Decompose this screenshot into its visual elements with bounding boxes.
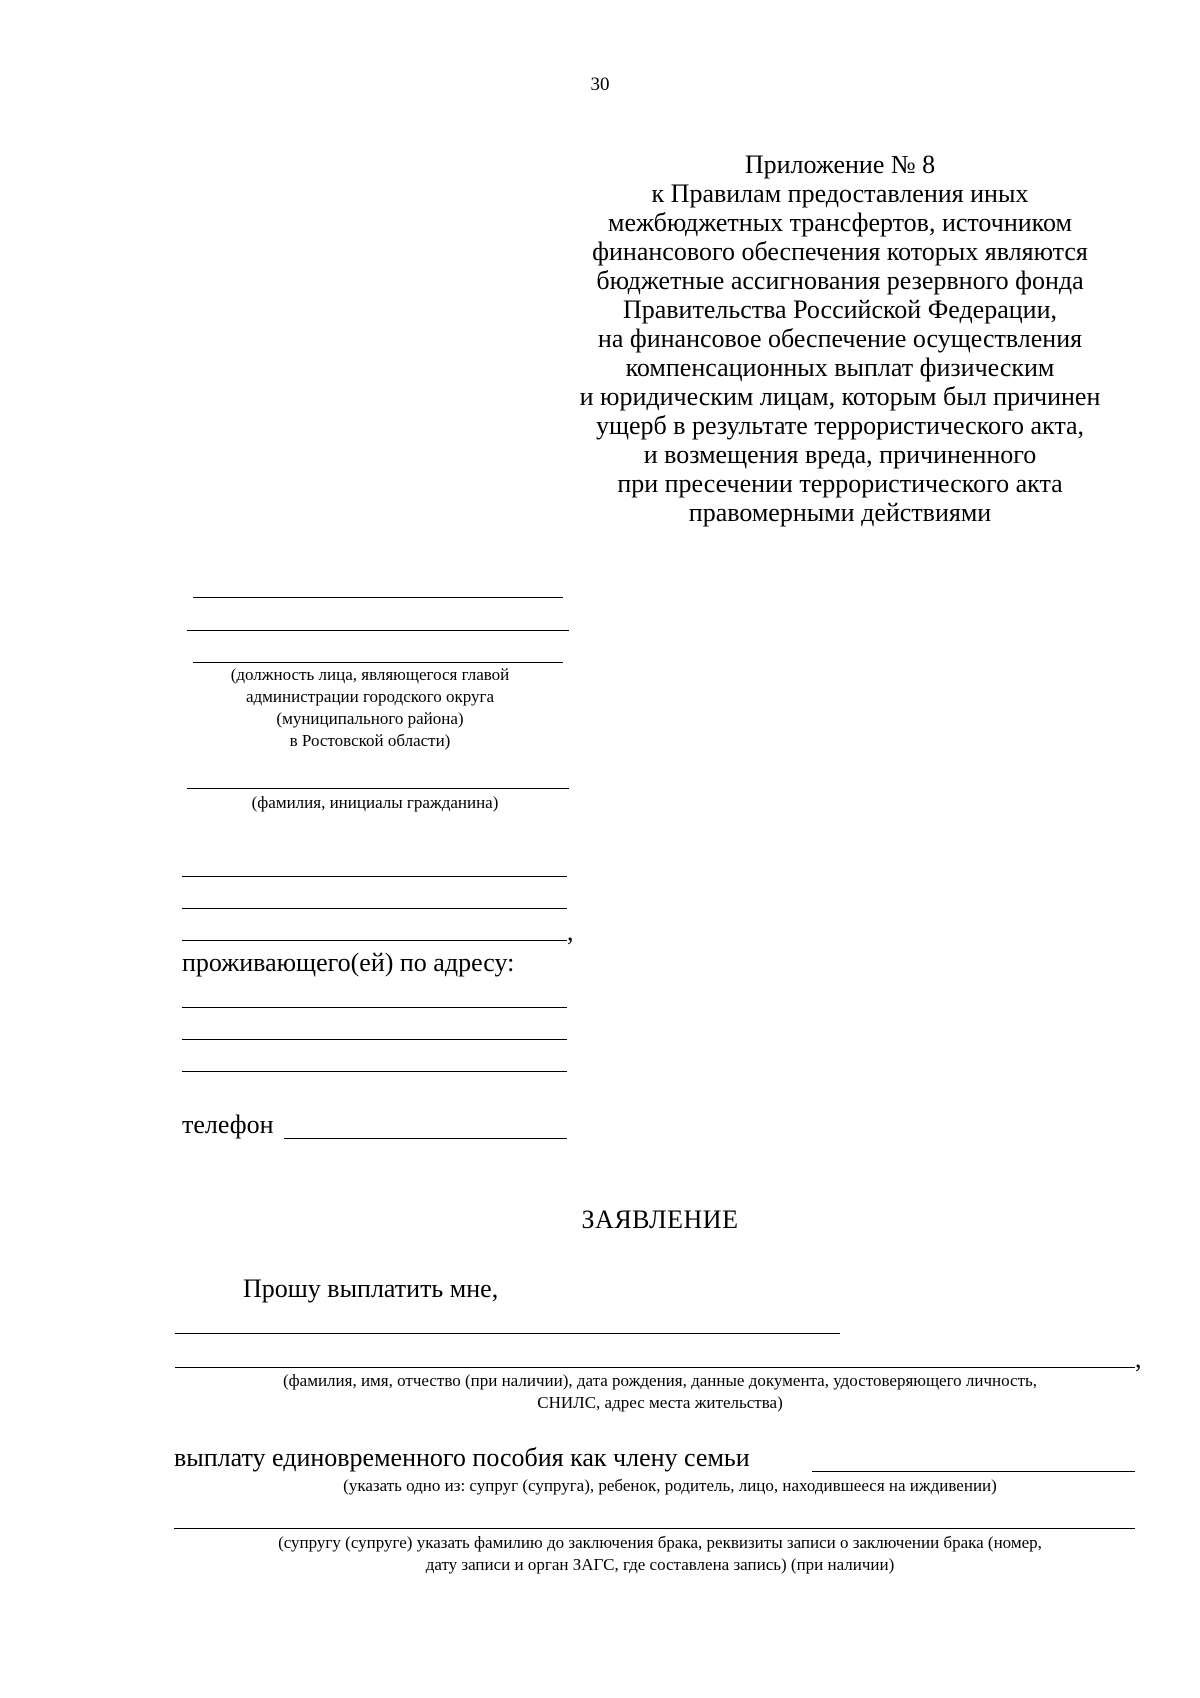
position-line-1[interactable]: [193, 597, 563, 598]
appendix-line: межбюджетных трансфертов, источником: [608, 208, 1072, 237]
caption-line: (супругу (супруге) указать фамилию до заключения брака, реквизиты записи о заключении брака (номер,: [278, 1533, 1042, 1552]
appendix-line: и возмещения вреда, причиненного: [643, 440, 1037, 469]
appendix-line: Правительства Российской Федерации,: [622, 295, 1058, 324]
position-line-2[interactable]: [187, 630, 569, 631]
appendix-line: и юридическим лицам, которым был причинен: [579, 382, 1101, 411]
phone-line[interactable]: [284, 1138, 567, 1139]
appendix-header: [540, 150, 1140, 527]
request-line-1[interactable]: [175, 1333, 840, 1334]
appendix-line: при пресечении террористического акта: [617, 469, 1063, 498]
applicant-comma: ,: [567, 917, 574, 946]
caption-line: дату записи и орган ЗАГС, где составлена запись) (при наличии): [425, 1555, 895, 1574]
request-line-2[interactable]: [175, 1367, 1135, 1368]
appendix-line: ущерб в результате террористического акта,: [595, 411, 1085, 440]
appendix-line: правомерными действиями: [688, 498, 992, 527]
payment-label: выплату единовременного пособия как члену семьи: [174, 1443, 750, 1472]
appendix-line: компенсационных выплат физическим: [625, 353, 1055, 382]
position-line-3[interactable]: [193, 662, 563, 663]
caption-line: администрации городского округа: [245, 687, 495, 706]
residence-label: проживающего(ей) по адресу:: [182, 948, 515, 977]
request-comma: ,: [1135, 1344, 1142, 1373]
applicant-line-3[interactable]: [182, 940, 567, 941]
appendix-line: на финансовое обеспечение осуществления: [597, 324, 1083, 353]
page-number: 30: [590, 74, 610, 95]
marriage-line[interactable]: [174, 1528, 1135, 1529]
request-text: Прошу выплатить мне,: [243, 1274, 499, 1303]
statement-title: ЗАЯВЛЕНИЕ: [581, 1205, 739, 1234]
relation-line[interactable]: [812, 1471, 1135, 1472]
address-line-2[interactable]: [182, 1039, 567, 1040]
citizen-name-caption: (фамилия, инициалы гражданина): [251, 793, 499, 812]
appendix-line: финансового обеспечения которых являются: [592, 237, 1088, 266]
caption-line: (должность лица, являющегося главой: [230, 665, 510, 684]
caption-line: в Ростовской области): [289, 731, 451, 750]
appendix-line: к Правилам предоставления иных: [651, 179, 1029, 208]
marriage-caption: [150, 1532, 1170, 1576]
relation-caption: (указать одно из: супруг (супруга), ребенок, родитель, лицо, находившееся на иждивении): [343, 1476, 997, 1495]
appendix-line: Приложение № 8: [744, 150, 936, 179]
caption-line: (муниципального района): [276, 709, 464, 728]
caption-line: (фамилия, имя, отчество (при наличии), дата рождения, данные документа, удостоверяющего личность,: [282, 1371, 1038, 1390]
address-line-1[interactable]: [182, 1007, 567, 1008]
person-caption: [160, 1370, 1160, 1414]
phone-label: телефон: [182, 1110, 274, 1139]
applicant-line-2[interactable]: [182, 908, 567, 909]
position-caption: [175, 664, 565, 752]
applicant-line-1[interactable]: [182, 876, 567, 877]
appendix-line: бюджетные ассигнования резервного фонда: [596, 266, 1084, 295]
citizen-name-line[interactable]: [187, 788, 569, 789]
address-line-3[interactable]: [182, 1071, 567, 1072]
caption-line: СНИЛС, адрес места жительства): [537, 1393, 783, 1412]
